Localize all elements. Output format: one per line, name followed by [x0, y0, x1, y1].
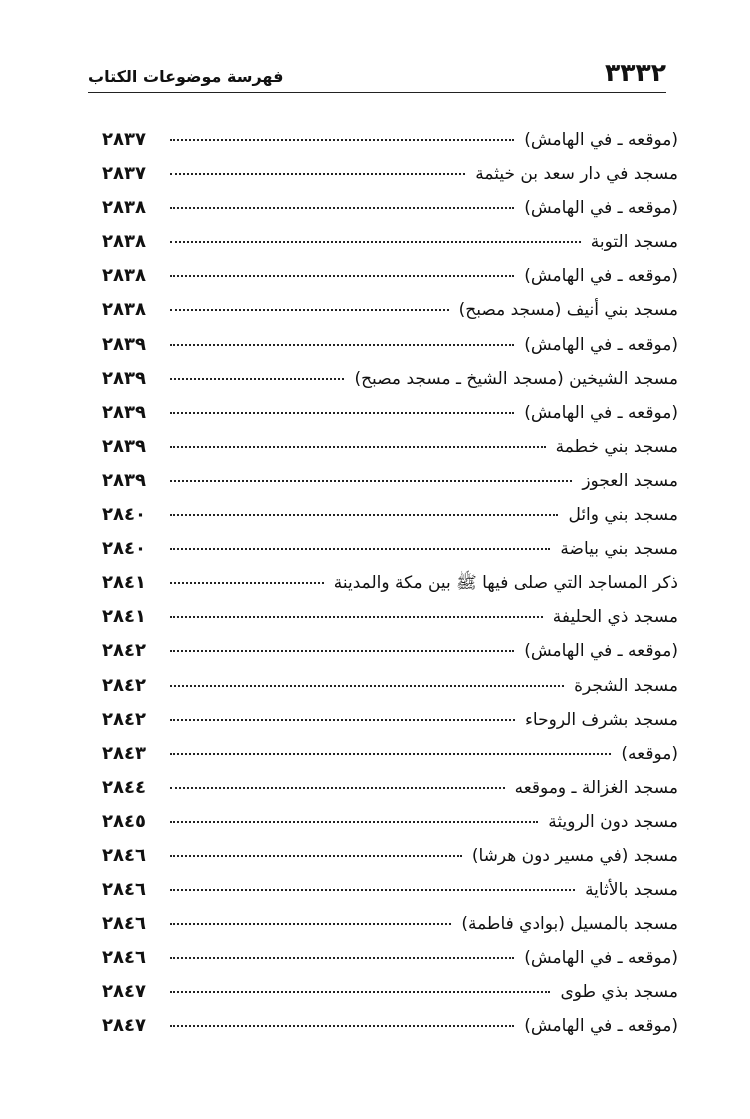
- toc-entry-title: مسجد الغزالة ـ وموقعه: [514, 777, 678, 798]
- toc-entry-page-number: ٢٨٤٧: [102, 981, 146, 1003]
- running-title: فهرسة موضوعات الكتاب: [88, 67, 284, 86]
- toc-entry: [102, 973, 678, 1007]
- toc-entry: [102, 121, 678, 155]
- toc-entry-title: مسجد الشيخين (مسجد الشيخ ـ مسجد مصبح): [354, 368, 678, 389]
- dot-leader: [170, 492, 558, 516]
- toc-entry-title: مسجد في دار سعد بن خيثمة: [475, 164, 678, 185]
- toc-entry: [102, 257, 678, 291]
- toc-entry-title: مسجد بشرف الروحاء: [524, 709, 678, 730]
- toc-entry-page-number: ٢٨٤٥: [102, 810, 146, 832]
- dot-leader: [170, 969, 550, 993]
- toc-entry: [102, 462, 678, 496]
- toc-entry: [102, 667, 678, 701]
- toc-entry-title: مسجد بالمسيل (بوادي فاطمة): [461, 914, 678, 935]
- dot-leader: [170, 356, 344, 380]
- dot-leader: [170, 594, 543, 618]
- page-header: [88, 58, 666, 93]
- dot-leader: [170, 526, 550, 550]
- dot-leader: [170, 287, 449, 311]
- toc-entry-title: مسجد (في مسير دون هرشا): [471, 845, 678, 866]
- toc-entry-page-number: ٢٨٤٢: [102, 674, 146, 696]
- dot-leader: [170, 833, 462, 857]
- toc-entry: [102, 530, 678, 564]
- toc-entry-title: (موقعه ـ في الهامش): [524, 948, 678, 969]
- toc-entry: [102, 632, 678, 666]
- toc-entry-page-number: ٢٨٣٨: [102, 231, 146, 253]
- toc-entry-title: (موقعه ـ في الهامش): [524, 1016, 678, 1037]
- toc-entry: [102, 564, 678, 598]
- toc-entry-page-number: ٢٨٤٢: [102, 708, 146, 730]
- dot-leader: [170, 663, 564, 687]
- toc-entry-page-number: ٢٨٤٠: [102, 538, 146, 560]
- toc-entry-page-number: ٢٨٤٧: [102, 1015, 146, 1037]
- dot-leader: [170, 390, 514, 414]
- page-number: ٣٣٣٢: [604, 58, 666, 87]
- toc-entry-page-number: ٢٨٤٦: [102, 947, 146, 969]
- toc-entry-title: مسجد ذي الحليفة: [552, 607, 678, 628]
- toc-entry: [102, 223, 678, 257]
- dot-leader: [170, 219, 581, 243]
- dot-leader: [170, 185, 514, 209]
- toc-entry-title: (موقعه ـ في الهامش): [524, 198, 678, 219]
- toc-entry: [102, 428, 678, 462]
- dot-leader: [170, 697, 515, 721]
- toc-entry: [102, 496, 678, 530]
- dot-leader: [170, 731, 611, 755]
- toc-entry-page-number: ٢٨٤٦: [102, 913, 146, 935]
- toc-entry-page-number: ٢٨٤٦: [102, 844, 146, 866]
- toc-entry-page-number: ٢٨٣٨: [102, 265, 146, 287]
- toc-entry-page-number: ٢٨٤١: [102, 572, 146, 594]
- toc-entry: [102, 598, 678, 632]
- toc-entry-title: (موقعه ـ في الهامش): [524, 334, 678, 355]
- toc-entry-page-number: ٢٨٣٨: [102, 299, 146, 321]
- toc-entry-page-number: ٢٨٤٣: [102, 742, 146, 764]
- toc-entry: [102, 837, 678, 871]
- toc-entry-title: مسجد بني بياضة: [560, 539, 678, 560]
- toc-entry-title: مسجد بني وائل: [568, 505, 678, 526]
- toc-entry: [102, 326, 678, 360]
- toc-entry-title: (موقعه): [621, 743, 678, 764]
- toc-entry: [102, 1007, 678, 1041]
- toc-entry-title: مسجد بذي طوى: [560, 982, 678, 1003]
- dot-leader: [170, 765, 505, 789]
- toc-entry-title: مسجد العجوز: [582, 470, 678, 491]
- toc-entry-page-number: ٢٨٣٩: [102, 435, 146, 457]
- toc-entry-page-number: ٢٨٤١: [102, 606, 146, 628]
- toc-entry-page-number: ٢٨٤٤: [102, 776, 146, 798]
- toc-entry: [102, 939, 678, 973]
- toc-entry: [102, 871, 678, 905]
- toc-entry: [102, 905, 678, 939]
- toc-entry-page-number: ٢٨٤٢: [102, 640, 146, 662]
- toc-entry: [102, 360, 678, 394]
- toc-entry-page-number: ٢٨٤٦: [102, 879, 146, 901]
- toc-entry: [102, 769, 678, 803]
- toc-entry: [102, 803, 678, 837]
- toc-entry: [102, 394, 678, 428]
- toc-entry: [102, 189, 678, 223]
- toc-entry-title: (موقعه ـ في الهامش): [524, 641, 678, 662]
- dot-leader: [170, 628, 514, 652]
- toc-entry-page-number: ٢٨٣٩: [102, 469, 146, 491]
- dot-leader: [170, 458, 572, 482]
- toc-entry-page-number: ٢٨٣٧: [102, 129, 146, 150]
- toc-entry-page-number: ٢٨٣٩: [102, 401, 146, 423]
- toc-entry-title: (موقعه ـ في الهامش): [524, 402, 678, 423]
- dot-leader: [170, 560, 324, 584]
- toc-entry: [102, 155, 678, 189]
- toc-entry-title: (موقعه ـ في الهامش): [524, 130, 678, 150]
- toc-entry-title: مسجد دون الرويثة: [548, 811, 678, 832]
- dot-leader: [170, 117, 514, 141]
- dot-leader: [170, 1003, 514, 1027]
- toc-entry-title: مسجد بني أنيف (مسجد مصبح): [458, 300, 678, 321]
- toc-entry-page-number: ٢٨٤٠: [102, 504, 146, 526]
- toc-entry-title: (موقعه ـ في الهامش): [524, 266, 678, 287]
- toc-entry: [102, 735, 678, 769]
- toc-entry-title: مسجد بني خطمة: [555, 436, 678, 457]
- toc-entry-page-number: ٢٨٣٩: [102, 333, 146, 355]
- dot-leader: [170, 424, 546, 448]
- toc-entry: [102, 291, 678, 325]
- toc-entry-page-number: ٢٨٣٧: [102, 163, 146, 185]
- toc-entry-title: مسجد التوبة: [590, 232, 678, 253]
- dot-leader: [170, 867, 575, 891]
- toc-entry-title: مسجد الشجرة: [574, 675, 678, 696]
- dot-leader: [170, 901, 451, 925]
- dot-leader: [170, 253, 514, 277]
- toc-entry-page-number: ٢٨٣٩: [102, 367, 146, 389]
- dot-leader: [170, 322, 514, 346]
- toc-entry-title: ذكر المساجد التي صلى فيها ﷺ بين مكة والمدينة: [333, 573, 678, 594]
- toc-entry-title: مسجد بالأثاية: [585, 880, 678, 901]
- table-of-contents: [102, 121, 678, 1042]
- dot-leader: [170, 935, 514, 959]
- toc-entry-page-number: ٢٨٣٨: [102, 197, 146, 219]
- dot-leader: [170, 799, 538, 823]
- dot-leader: [170, 151, 465, 175]
- toc-entry: [102, 701, 678, 735]
